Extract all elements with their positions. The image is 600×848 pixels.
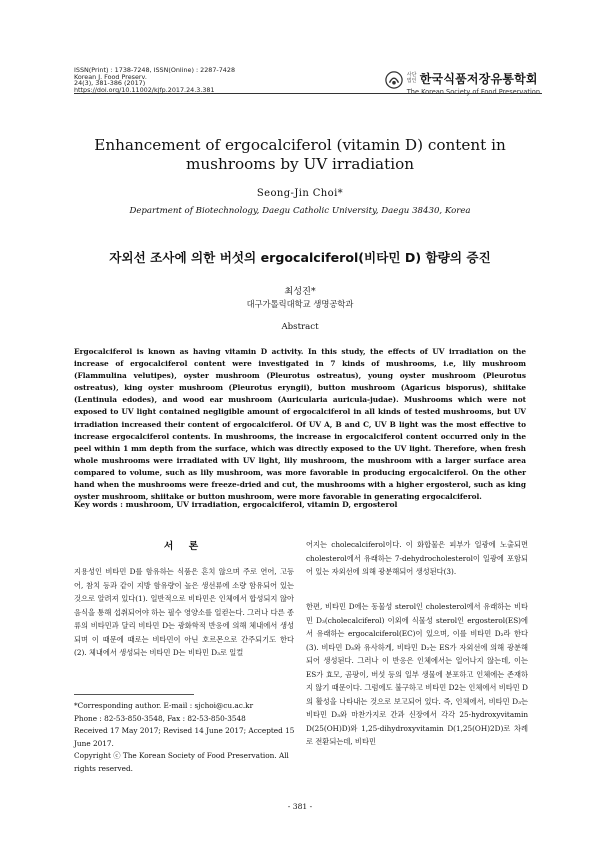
issn-line: ISSN(Print) : 1738-7248, ISSN(Online) : 2287-7428: [74, 66, 236, 74]
paper-title-english: Enhancement of ergocalciferol (vitamin D) content in mushrooms by UV irradiation: [94, 136, 506, 173]
volume-pages: 24(3), 381-386 (2017): [74, 79, 146, 88]
author-english: Seong-Jin Choi*: [256, 188, 344, 199]
paper-title-korean: 자외선 조사에 의한 버섯의 ergocalciferol(비타민 D) 함량의 증진: [109, 250, 491, 265]
affiliation-korean: 대구가톨릭대학교 생명공학과: [246, 299, 354, 309]
keywords-label: Key words :: [74, 500, 123, 509]
intro-paragraph-right-2: 한편, 비타민 D에는 동물성 sterol인 cholesterol에서 유래하는 비타민 D₃(cholecalciferol) 이외에 식물성 sterol인 ergosterol(ES)에서 유래하는 ergocalciferol(EC)이 있으며, 이를 비타민 D₂라 한다(3). 비타민 D₃와 유사하게, 비타민 D₂는 ES가 자외선에 의해 광분해되어 생성된다. 그러나 이 반응은 인체에서는 일어나지 않는데, 이는 ES가 효모, 곰팡이, 버섯 등의 일부 생물에 분포하고 인체에는 존재하지 않기 때문이다. 그럼에도 불구하고 비타민 D2는 인체에서 비타민 D의 활성을 나타내는 것으로 보고되어 있다. 즉, 인체에서, 비타민 D₃는 비타민 D₃와 마찬가지로 간과 신장에서 각각 25-hydroxyvitamin D(25(OH)D)와 1,25-dihydroxyvitamin D(1,25(OH)2D)로 차례로 전환되는데, 비타민: [306, 602, 528, 746]
received-dates: Received 17 May 2017; Revised 14 June 2017; Accepted 15 June 2017.: [74, 726, 295, 748]
society-emblem-icon: [385, 71, 403, 89]
correspondence-footnote: [74, 700, 296, 775]
author-korean: 최성진*: [284, 286, 316, 297]
intro-paragraph-right-1: 어지는 cholecalciferol이다. 이 화합물은 피부가 일광에 노출되면 cholesterol에서 유래하는 7-dehydrocholesterol이 일광에 포함되어 있는 자외선에 의해 광분해되어 생성된다(3).: [306, 540, 528, 576]
society-name-korean: 한국식품저장유통학회: [419, 72, 538, 86]
copyright-notice: Copyright ⓒ The Korean Society of Food Preservation. All rights reserved.: [74, 751, 289, 773]
footnote-divider: [74, 694, 194, 695]
keywords: [74, 500, 526, 509]
affiliation-english: Department of Biotechnology, Daegu Catholic University, Daegu 38430, Korea: [129, 206, 471, 216]
corresponding-author-phone: Phone : 82-53-850-3548, Fax : 82-53-850-3548: [74, 713, 246, 723]
society-name-english: The Korean Society of Food Preservation: [406, 88, 540, 96]
corresponding-author-email: *Corresponding author. E-mail : sjchoi@cu.ac.kr: [74, 701, 254, 710]
page-number: - 381 -: [287, 802, 313, 811]
abstract-text: Ergocalciferol is known as having vitamin D activity. In this study, the effects of UV irradiation on the increase of ergocalciferol content were investigated in 7 kinds of mushrooms, i.e, lily mushroom (Flammulina velutipes), oyster mushroom (Pleurotus ostreatus), young oyster mushroom (Pleurotus ostreatus), king oyster mushroom (Pleurotus eryngii), button mushroom (Agaricus bisporus), shiitake (Lentinula edodes), and wood ear mushroom (Auricularia auricula-judae). Mushrooms which were not exposed to UV light contained negligible amount of ergocalciferol in all kinds of tested mushrooms, but UV irradiation increased their content of ergocalciferol. Of UV A, B and C, UV B light was the most effective to increase ergocalciferol contents. In mushrooms, the increase in ergocalciferol content occurred only in the peel within 1 mm depth from the surface, which was directly exposed to the UV light. Therefore, when fresh whole mushrooms were irradiated with UV light, lily mushroom, the mushroom with a larger surface area compared to volume, such as lily mushroom, was more favorable in producing ergocalciferol. On the other hand when the mushrooms were freeze-dried and cut, the mushrooms with a higher ergosterol, such as king oyster mushroom, shiitake or button mushroom, were more favorable in generating ergocalciferol.: [74, 347, 526, 502]
journal-abbrev: Korean J. Food Preserv.: [74, 72, 147, 81]
logo-small-text: 사단 법인: [406, 72, 417, 84]
doi-link[interactable]: https://doi.org/10.11002/kjfp.2017.24.3.381: [74, 85, 215, 94]
keywords-text: mushroom, UV irradiation, ergocalciferol, vitamin D, ergosterol: [125, 500, 398, 509]
abstract-heading: Abstract: [281, 322, 319, 332]
intro-paragraph-left: 지용성인 비타민 D를 함유하는 식품은 흔치 않으며 주로 연어, 고등어, 참치 등과 같이 지방 함유량이 높은 생선류에 소량 함유되어 있는 것으로 알려져 있다(1). 일반적으로 비타민은 인체에서 합성되지 않아 음식을 통해 섭취되어야 하는 필수 영양소를 일컫는다. 그러나 다른 종류의 비타민과 달리 비타민 D는 광화학적 반응에 의해 체내에서 생성되며 이 때문에 때로는 비타민이 아닌 호르몬으로 간주되기도 한다(2). 체내에서 생성되는 비타민 D는 비타민 D₃로 일컬: [74, 567, 294, 657]
header-divider: [74, 93, 542, 94]
section-heading-introduction: 서 론: [163, 541, 205, 552]
journal-issn-block: [74, 67, 235, 93]
